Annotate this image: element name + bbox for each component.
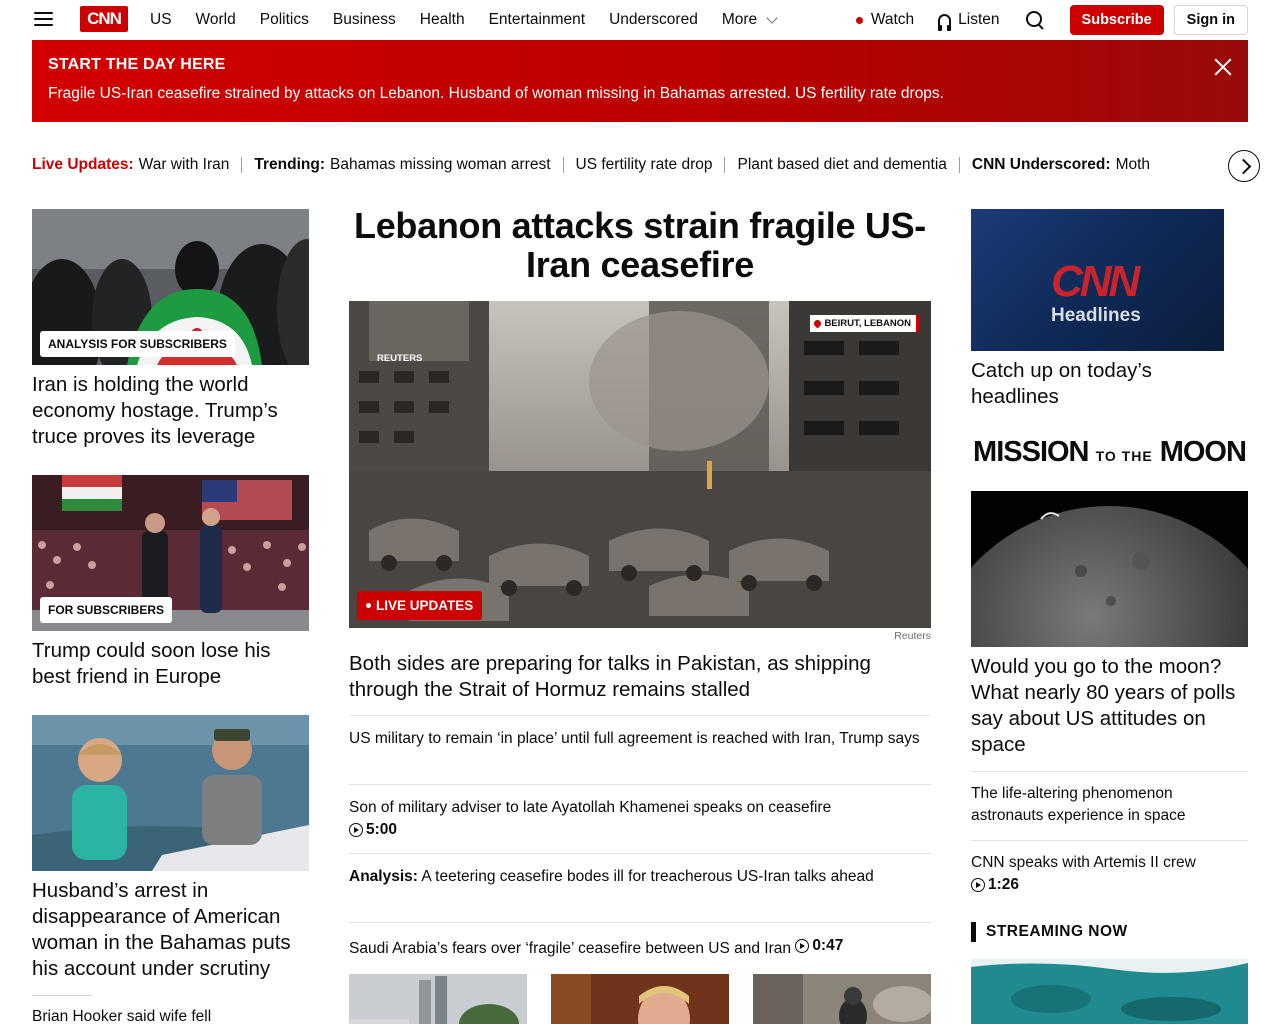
live-dot-icon	[856, 17, 863, 24]
trending-live-updates[interactable]	[32, 156, 229, 174]
story-text: A teetering ceasefire bodes ill for treacherous US-Iran talks ahead	[421, 868, 874, 885]
divider	[724, 157, 725, 173]
duration-label: 1:26	[988, 876, 1020, 893]
trending-item[interactable]	[254, 156, 550, 174]
watch-label: Watch	[870, 11, 915, 28]
chevron-right-icon[interactable]	[1228, 150, 1260, 182]
chevron-down-icon	[766, 12, 777, 23]
moon-word: MOON	[1159, 436, 1246, 468]
nav-more[interactable]	[722, 11, 776, 29]
divider	[349, 922, 931, 923]
cnn-headlines-logo: CNN	[1051, 257, 1138, 306]
sign-in-button[interactable]: Sign in	[1174, 5, 1248, 35]
beirut-lead-image[interactable]	[349, 301, 931, 628]
video-duration	[795, 935, 843, 957]
orban-image[interactable]	[32, 475, 309, 631]
bahamas-headline[interactable]: Husband’s arrest in disappearance of American woman in the Bahamas puts his account under scrutiny	[32, 879, 291, 980]
story-link[interactable]: The life-altering phenomenon astronauts experience in space	[971, 785, 1186, 824]
main-nav	[150, 0, 776, 40]
nav-more-label: More	[721, 11, 758, 28]
trending-item[interactable]: US fertility rate drop	[575, 156, 713, 173]
duration-label: 0:47	[812, 937, 844, 954]
europe-friend-headline[interactable]: Trump could soon lose his best friend in Europe	[32, 639, 271, 688]
subscribe-button[interactable]: Subscribe	[1070, 5, 1164, 35]
moon-photo	[971, 491, 1248, 647]
catch-up-headline[interactable]: Catch up on today’s headlines	[971, 359, 1152, 408]
cnn-logo[interactable]: CNN	[80, 6, 128, 32]
mission-word: MISSION	[973, 436, 1089, 468]
trending-fade	[1160, 150, 1230, 180]
to-the-word: TO THE	[1095, 448, 1153, 464]
location-pin-icon	[813, 319, 823, 329]
divider	[971, 840, 1248, 841]
divider	[959, 157, 960, 173]
iran-economy-headline[interactable]: Iran is holding the world economy hostage. Trump’s truce proves its leverage	[32, 373, 278, 448]
play-icon	[795, 939, 809, 953]
live-updates-label: Live Updates:	[32, 156, 134, 173]
streaming-thumbnail[interactable]	[971, 959, 1248, 1024]
story-thumbnail[interactable]	[753, 974, 931, 1024]
divider	[971, 771, 1248, 772]
start-the-day-banner[interactable]	[32, 40, 1248, 122]
nav-underscored[interactable]: Underscored	[609, 11, 698, 28]
subscriber-tag: FOR SUBSCRIBERS	[40, 597, 172, 623]
reuters-watermark: REUTERS	[377, 353, 423, 364]
story-link[interactable]	[349, 866, 931, 888]
story-link[interactable]	[349, 728, 931, 750]
story-text: Son of military adviser to late Ayatollah Khamenei speaks on ceasefire	[349, 799, 832, 816]
divider	[563, 157, 564, 173]
destroyed-street-photo	[349, 301, 931, 628]
moon-poll-headline[interactable]: Would you go to the moon? What nearly 80 years of polls say about US attitudes on space	[971, 655, 1236, 756]
play-icon	[349, 823, 363, 837]
play-icon	[971, 878, 985, 892]
listen-label: Listen	[958, 11, 1000, 28]
moon-image[interactable]	[971, 491, 1248, 647]
trending-bar	[32, 150, 1227, 180]
story-thumbnail[interactable]	[349, 974, 527, 1024]
banner-text[interactable]: Fragile US-Iran ceasefire strained by attacks on Lebanon. Husband of woman missing in Bahamas arrested. US fertility rate drops.	[48, 85, 944, 102]
trending-text: Bahamas missing woman arrest	[329, 156, 551, 173]
analysis-label: Analysis:	[349, 868, 418, 885]
subscriber-tag: ANALYSIS FOR SUBSCRIBERS	[40, 331, 235, 357]
boat-couple-photo	[32, 715, 309, 871]
nav-world[interactable]: World	[195, 11, 236, 28]
mission-to-the-moon-logo[interactable]	[971, 436, 1248, 469]
trending-underscored[interactable]	[972, 156, 1150, 174]
bahamas-related-story[interactable]: Brian Hooker said wife fell	[32, 1008, 212, 1024]
underscored-label: CNN Underscored:	[971, 156, 1111, 173]
streaming-now-heading	[971, 922, 1128, 942]
watch-link[interactable]	[856, 11, 914, 29]
story-link[interactable]	[349, 935, 931, 960]
divider	[241, 157, 242, 173]
section-bar	[971, 922, 976, 942]
top-header	[0, 0, 1280, 40]
image-credit: Reuters	[894, 630, 931, 642]
headphones-icon	[938, 14, 951, 27]
divider	[349, 784, 931, 785]
live-updates-text: War with Iran	[138, 156, 230, 173]
story-text: Saudi Arabia’s fears over ‘fragile’ ceasefire between US and Iran	[349, 940, 791, 957]
nav-business[interactable]: Business	[332, 11, 396, 28]
banner-title: START THE DAY HERE	[48, 56, 226, 73]
divider	[32, 995, 92, 996]
duration-label: 5:00	[366, 821, 398, 838]
story-link[interactable]	[971, 852, 1248, 899]
lead-subheadline[interactable]: Both sides are preparing for talks in Pakistan, as shipping through the Strait of Hormuz remains stalled	[349, 652, 871, 701]
iran-analysis-image[interactable]	[32, 209, 309, 365]
video-duration	[349, 819, 397, 841]
divider	[349, 853, 931, 854]
streaming-label: STREAMING NOW	[986, 923, 1128, 940]
close-icon[interactable]	[1212, 56, 1234, 78]
portrait-photo	[551, 974, 729, 1024]
video-duration	[971, 874, 1019, 896]
story-text: CNN speaks with Artemis II crew	[971, 854, 1196, 871]
location-tag	[810, 315, 919, 332]
lead-headline[interactable]: Lebanon attacks strain fragile US-Iran ceasefire	[354, 205, 926, 285]
underscored-text: Moth	[1115, 156, 1151, 173]
listen-link[interactable]	[938, 11, 999, 29]
headlines-wordmark: Headlines	[1051, 305, 1141, 326]
trending-item[interactable]: Plant based diet and dementia	[737, 156, 947, 173]
header-actions	[856, 5, 1248, 35]
bahamas-couple-image[interactable]	[32, 715, 309, 871]
story-text: US military to remain ‘in place’ until full agreement is reached with Iran, Trump says	[349, 730, 920, 747]
menu-icon[interactable]	[34, 12, 53, 26]
nav-entertainment[interactable]: Entertainment	[488, 11, 586, 28]
divider	[349, 715, 931, 716]
story-link[interactable]	[349, 797, 931, 844]
live-badge-label: LIVE UPDATES	[376, 598, 474, 613]
rubble-photo	[753, 974, 931, 1024]
search-icon[interactable]	[1024, 9, 1046, 31]
ocean-photo	[971, 959, 1248, 1024]
nav-politics[interactable]: Politics	[259, 11, 309, 28]
live-updates-badge[interactable]	[357, 591, 482, 620]
nav-us[interactable]: US	[150, 11, 172, 28]
cnn-headlines-promo[interactable]	[971, 209, 1224, 351]
nav-health[interactable]: Health	[419, 11, 465, 28]
live-dot-icon	[366, 603, 371, 608]
location-label: BEIRUT, LEBANON	[824, 318, 911, 329]
skyline-photo	[349, 974, 527, 1024]
trending-label: Trending:	[254, 156, 325, 173]
story-thumbnail[interactable]	[551, 974, 729, 1024]
